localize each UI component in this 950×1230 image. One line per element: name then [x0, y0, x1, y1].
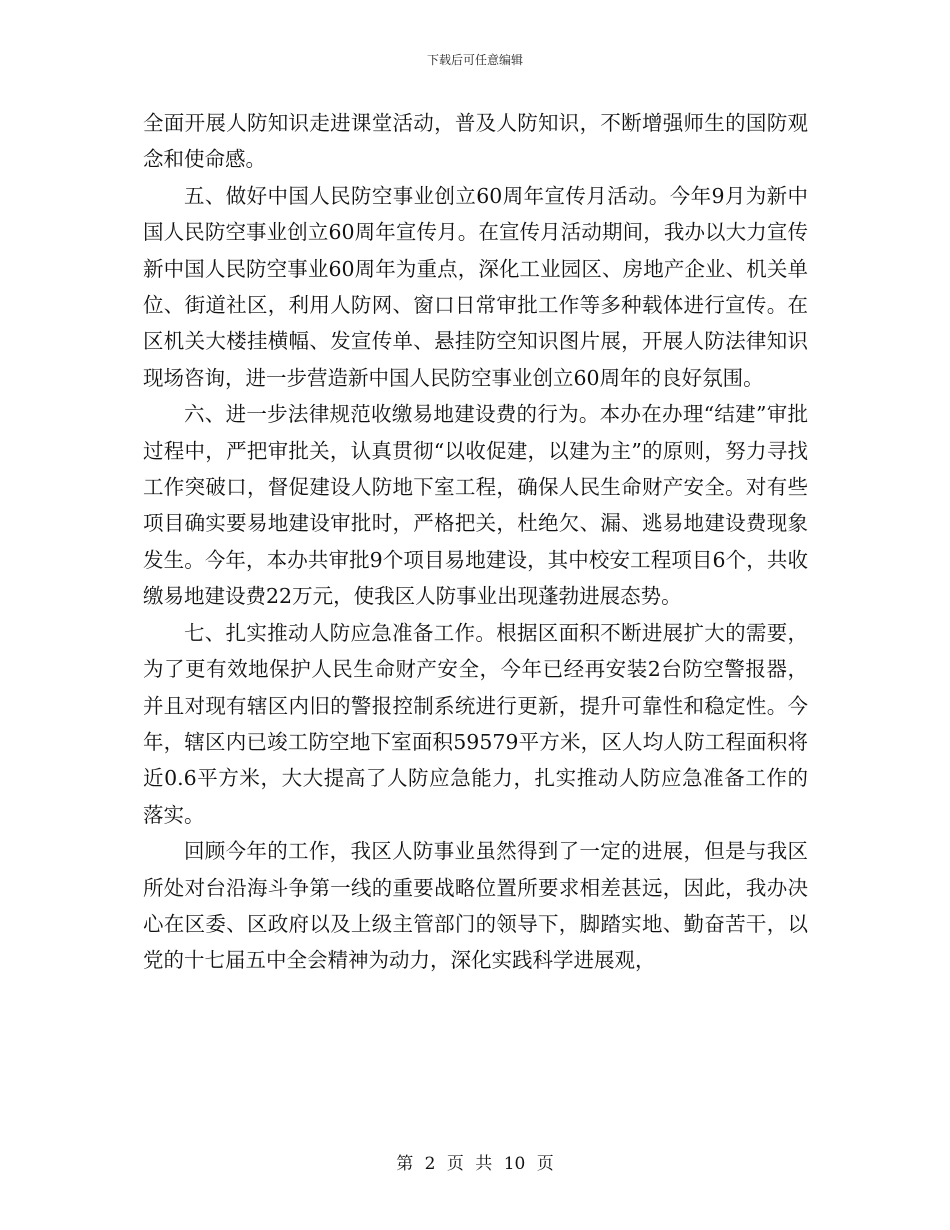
page-header: 下载后可任意编辑 — [426, 53, 523, 67]
document-body — [143, 105, 808, 979]
paragraph-5: 回顾今年的工作，我区人防事业虽然得到了一定的进展，但是与我区所处对台沿海斗争第一线的重要战略位置所要求相差甚远，因此，我办决心在区委、区政府以及上级主管部门的领导下，脚踏实地、勤奋苦干，以党的十七届五中全会精神为动力，深化实践科学进展观， — [143, 839, 808, 973]
paragraph-1: 全面开展人防知识走进课堂活动，普及人防知识，不断增强师生的国防观念和使命感。 — [143, 111, 808, 172]
paragraph-4: 七、扎实推动人防应急准备工作。根据区面积不断进展扩大的需要，为了更有效地保护人民生命财产安全，今年已经再安装2台防空警报器，并且对现有辖区内旧的警报控制系统进行更新，提升可靠性和稳定性。今年，辖区内已竣工防空地下室面积59579平方米，区人均人防工程面积将近0.6平方米，大大提高了人防应急能力，扎实推动人防应急准备工作的落实。 — [143, 620, 808, 827]
paragraph-2: 五、做好中国人民防空事业创立60周年宣传月活动。今年9月为新中国人民防空事业创立60周年宣传月。在宣传月活动期间，我办以大力宣传新中国人民防空事业60周年为重点，深化工业园区、房地产企业、机关单位、街道社区，利用人防网、窗口日常审批工作等多种载体进行宣传。在区机关大楼挂横幅、发宣传单、悬挂防空知识图片展，开展人防法律知识现场咨询，进一步营造新中国人民防空事业创立60周年的良好氛围。 — [143, 183, 808, 390]
paragraph-3: 六、进一步法律规范收缴易地建设费的行为。本办在办理“结建”审批过程中，严把审批关，认真贯彻“以收促建，以建为主”的原则，努力寻找工作突破口，督促建设人防地下室工程，确保人民生命财产安全。对有些项目确实要易地建设审批时，严格把关，杜绝欠、漏、逃易地建设费现象发生。今年，本办共审批9个项目易地建设，其中校安工程项目6个，共收缴易地建设费22万元，使我区人防事业出现蓬勃进展态势。 — [143, 402, 808, 609]
page-number-footer: 第 2 页 共 10 页 — [396, 1154, 554, 1174]
